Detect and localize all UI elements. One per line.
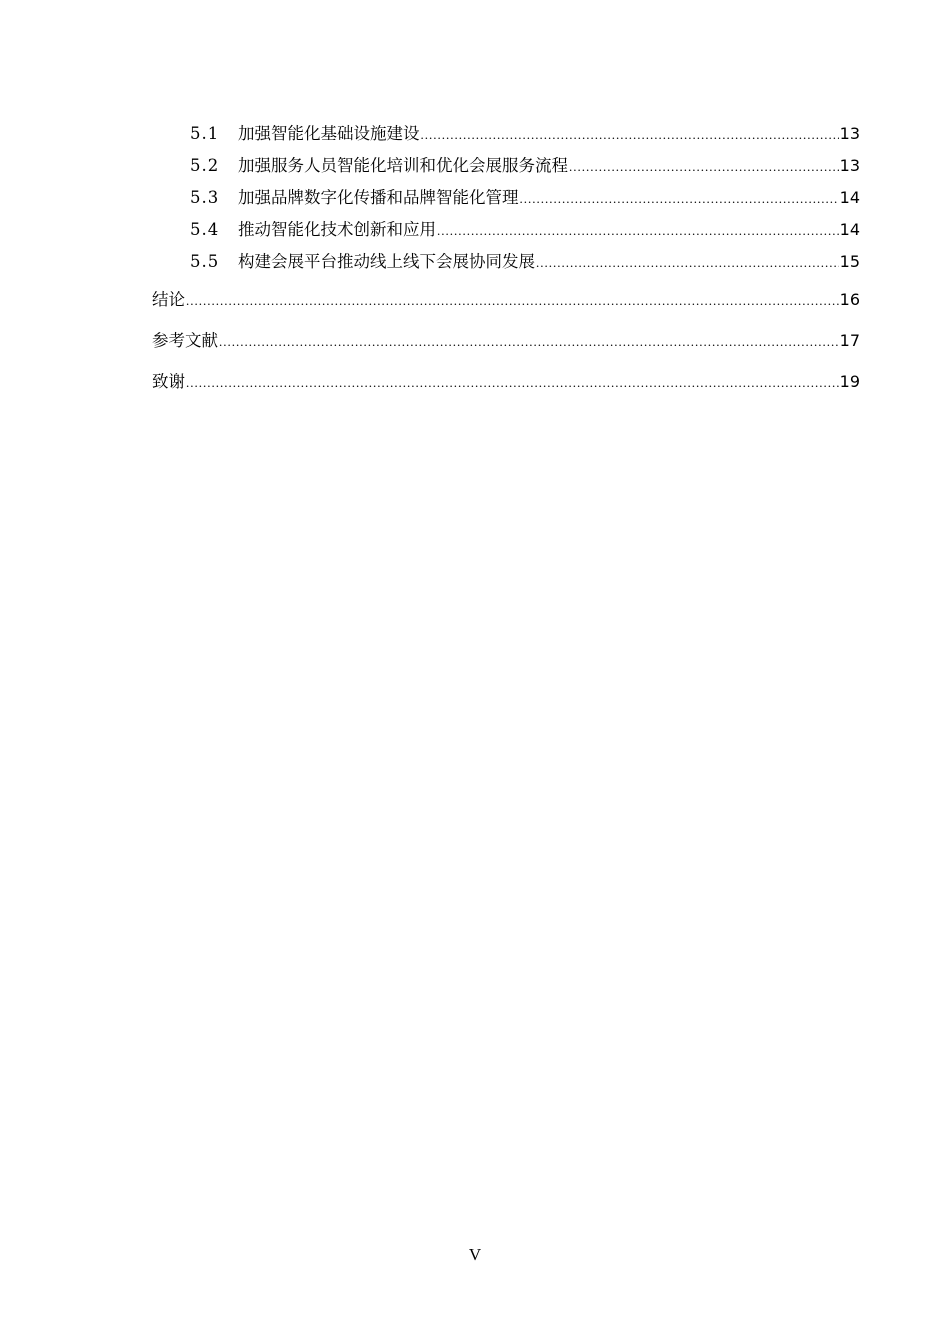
toc-entry-references[interactable] [152, 320, 860, 361]
dot-leader [437, 215, 839, 247]
toc-entry-title: 加强品牌数字化传播和品牌智能化管理 [238, 188, 519, 207]
toc-entry-page: 14 [839, 220, 860, 239]
toc-entry-5-5[interactable] [152, 246, 860, 278]
dot-leader [569, 151, 839, 183]
toc-entry-5-3[interactable] [152, 182, 860, 214]
toc-entry-5-2[interactable] [152, 150, 860, 182]
toc-entry-title: 构建会展平台推动线上线下会展协同发展 [238, 252, 535, 271]
dot-leader [520, 183, 839, 215]
toc-entry-page: 19 [839, 372, 860, 391]
toc-entry-number: 5.1 [190, 124, 220, 143]
toc-entry-number: 5.5 [190, 252, 220, 271]
toc-entry-title: 致谢 [152, 372, 185, 391]
dot-leader [536, 247, 839, 279]
toc-entry-5-4[interactable] [152, 214, 860, 246]
toc-entry-title: 加强智能化基础设施建设 [238, 124, 420, 143]
toc-entry-title: 结论 [152, 290, 185, 309]
footer-page-number: V [468, 1245, 482, 1264]
toc-entry-title: 推动智能化技术创新和应用 [238, 220, 436, 239]
dot-leader [421, 119, 839, 151]
toc-entry-page: 15 [839, 252, 860, 271]
dot-leader [186, 362, 839, 403]
toc-entry-number: 5.4 [190, 220, 220, 239]
dot-leader [219, 321, 839, 362]
toc-entry-page: 16 [839, 290, 860, 309]
toc-entry-number: 5.2 [190, 156, 220, 175]
table-of-contents [152, 118, 860, 402]
toc-entry-acknowledgements[interactable] [152, 361, 860, 402]
toc-entry-page: 17 [839, 331, 860, 350]
toc-entry-title: 加强服务人员智能化培训和优化会展服务流程 [238, 156, 568, 175]
toc-entry-page: 13 [839, 124, 860, 143]
dot-leader [186, 280, 839, 321]
toc-entry-title: 参考文献 [152, 331, 218, 350]
toc-entry-5-1[interactable] [152, 118, 860, 150]
toc-entry-conclusion[interactable] [152, 279, 860, 320]
toc-entry-page: 14 [839, 188, 860, 207]
toc-entry-page: 13 [839, 156, 860, 175]
toc-entry-number: 5.3 [190, 188, 220, 207]
